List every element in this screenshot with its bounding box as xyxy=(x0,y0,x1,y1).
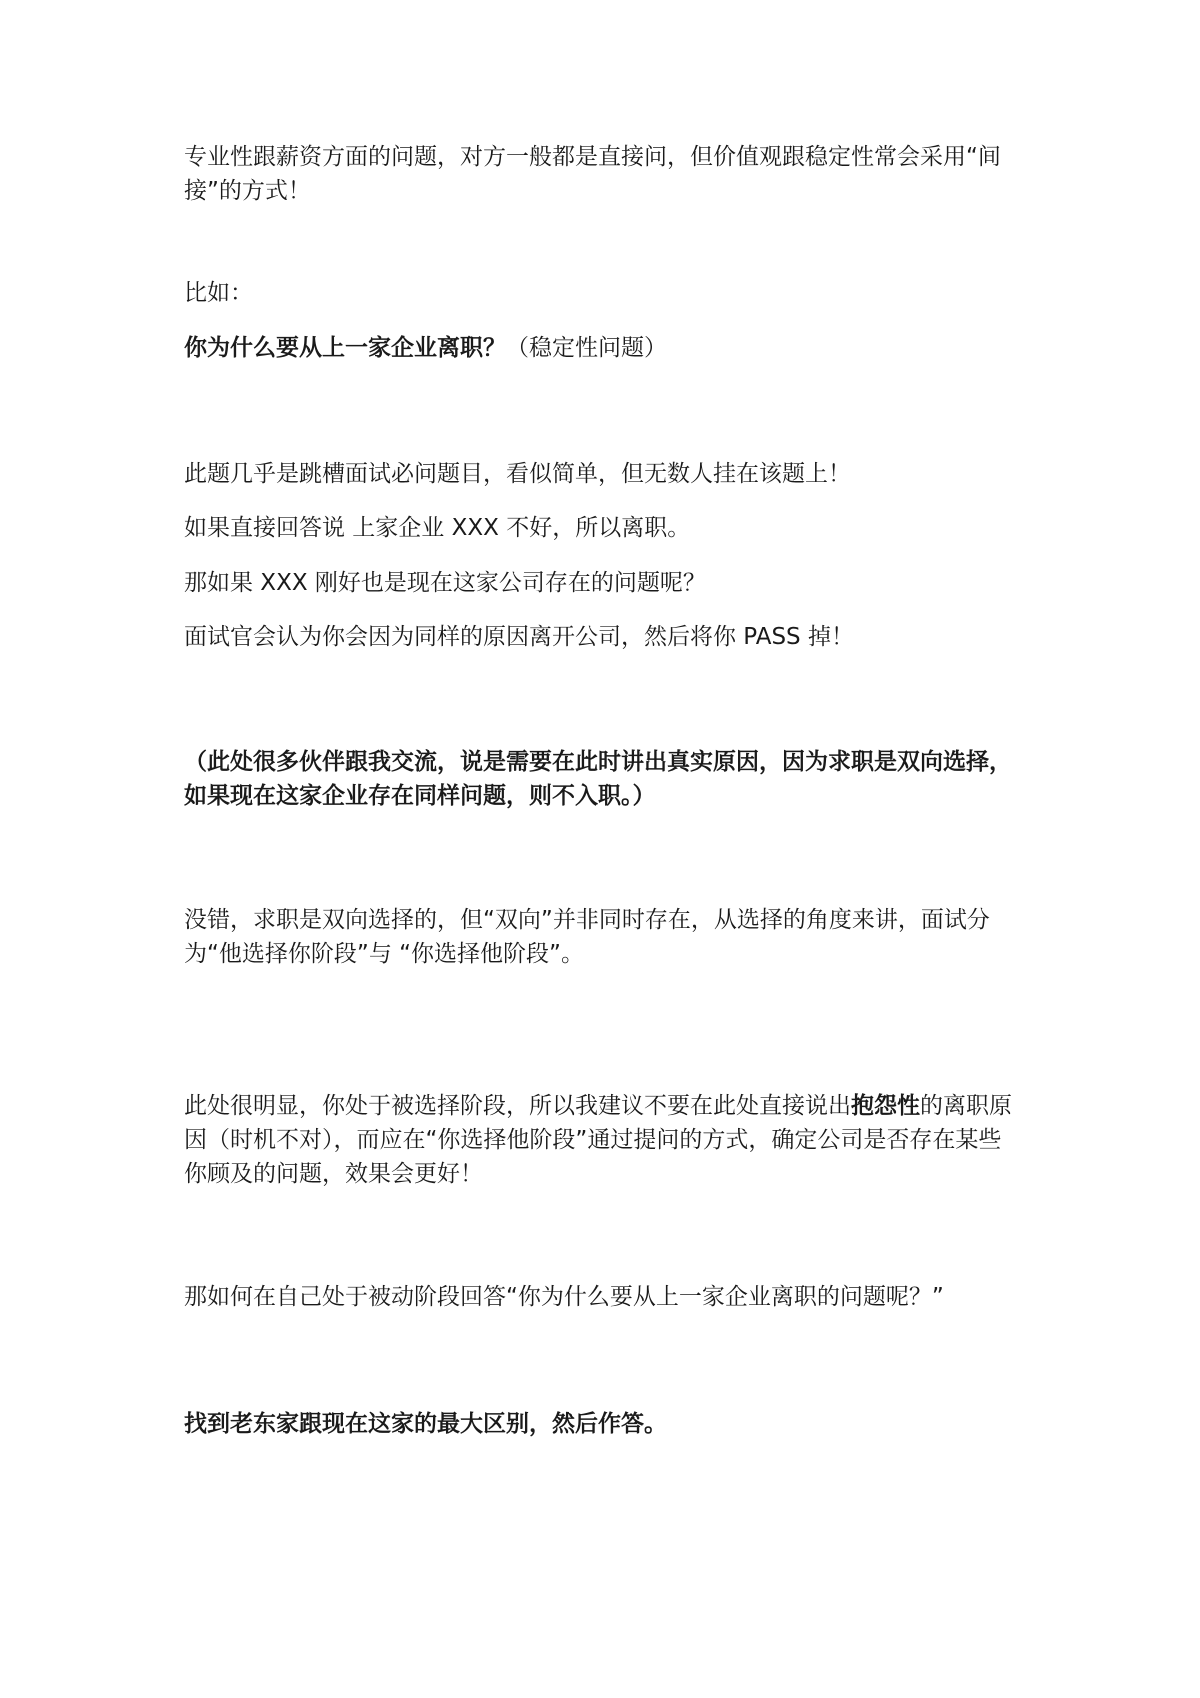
direct-answer-text: 如果直接回答说 上家企业 XXX 不好，所以离职。 xyxy=(184,515,691,541)
how-to-answer-text: 那如何在自己处于被动阶段回答“你为什么要从上一家企业离职的问题呢？” xyxy=(184,1284,944,1310)
paragraph-intro xyxy=(184,140,1024,208)
paragraph-conclusion xyxy=(184,1407,1024,1441)
paragraph-two-way-choice xyxy=(184,903,1024,971)
paragraph-how-to-answer xyxy=(184,1280,1024,1314)
example-label-text: 比如： xyxy=(184,280,253,306)
advice-text-a: 此处很明显，你处于被选择阶段，所以我建议不要在此处直接说出 xyxy=(184,1093,851,1119)
two-way-choice-text: 没错，求职是双向选择的，但“双向”并非同时存在，从选择的角度来讲，面试分为“他选择你阶段”与 “你选择他阶段”。 xyxy=(184,907,990,967)
partner-note-text: （此处很多伙伴跟我交流，说是需要在此时讲出真实原因，因为求职是双向选择，如果现在这家企业存在同样问题，则不入职。） xyxy=(184,749,1012,809)
paragraph-direct-answer xyxy=(184,511,1024,545)
paragraph-interviewer-view xyxy=(184,620,1024,654)
conclusion-text: 找到老东家跟现在这家的最大区别，然后作答。 xyxy=(184,1411,667,1437)
paragraph-question xyxy=(184,331,1024,365)
common-question-text: 此题几乎是跳槽面试必问题目，看似简单，但无数人挂在该题上！ xyxy=(184,461,851,487)
paragraph-example-label xyxy=(184,276,1024,310)
paragraph-same-problem xyxy=(184,566,1024,600)
interviewer-view-text: 面试官会认为你会因为同样的原因离开公司，然后将你 PASS 掉！ xyxy=(184,624,854,650)
paragraph-intro-text: 专业性跟薪资方面的问题，对方一般都是直接问，但价值观跟稳定性常会采用“间接”的方式！ xyxy=(184,144,1001,204)
paragraph-common-question xyxy=(184,457,1024,491)
paragraph-advice xyxy=(184,1089,1024,1191)
same-problem-text: 那如果 XXX 刚好也是现在这家公司存在的问题呢？ xyxy=(184,570,706,596)
advice-text-b: 的离职原因（时机不对），而应在“你选择他阶段”通过提问的方式，确定公司是否存在某些你顾及的问题，效果会更好！ xyxy=(184,1093,1012,1187)
question-category-text: （稳定性问题） xyxy=(506,335,667,361)
paragraph-partner-note xyxy=(184,745,1024,813)
advice-text-bold: 抱怨性 xyxy=(851,1093,920,1119)
question-text: 你为什么要从上一家企业离职？ xyxy=(184,335,506,361)
